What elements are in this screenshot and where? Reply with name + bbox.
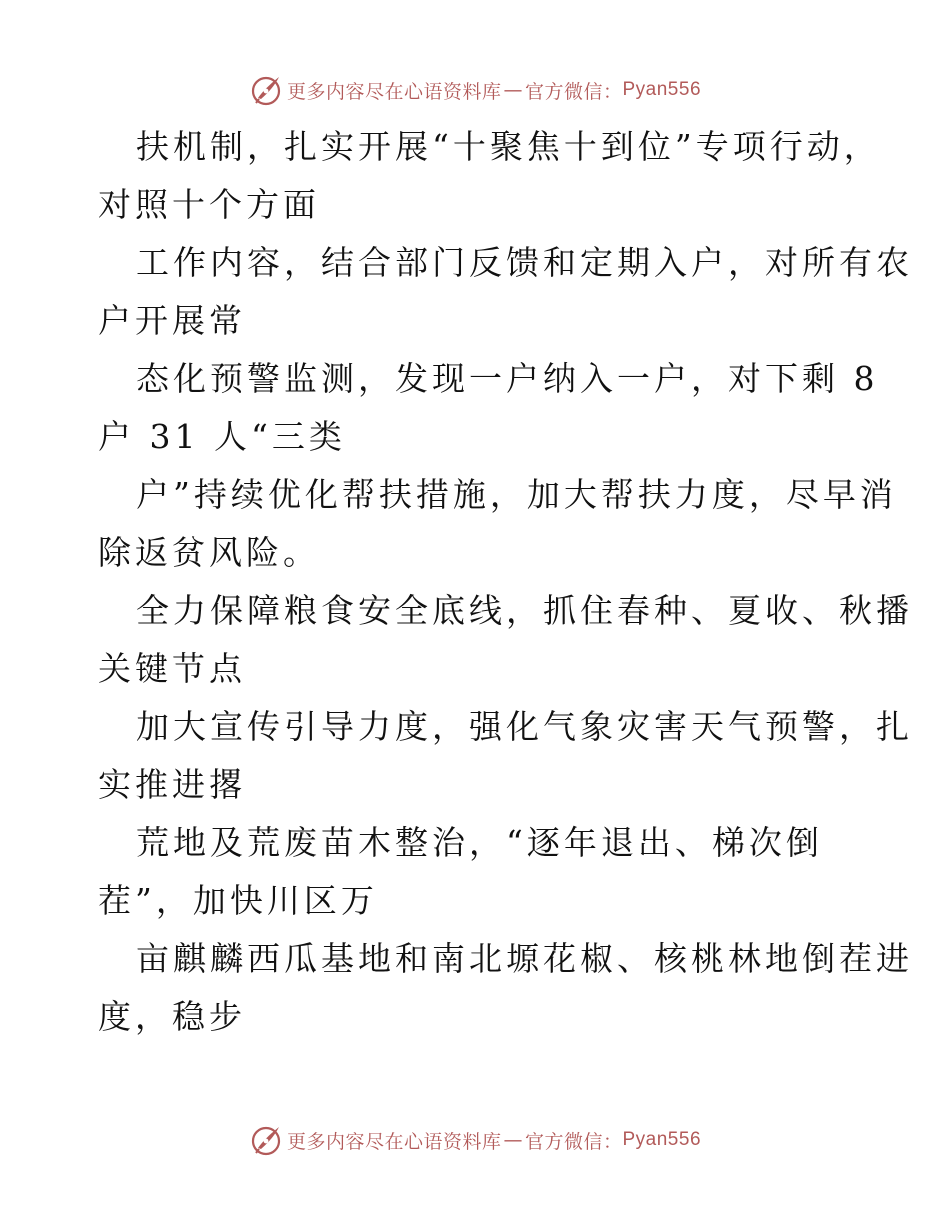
paragraph-line: 实推进撂 [98, 765, 246, 804]
paragraph-line: 度，稳步 [98, 997, 246, 1036]
paragraph-7 [98, 814, 858, 930]
paragraph-line: 工作内容，结合部门反馈和定期入户，对所有农 [136, 243, 913, 282]
contact-label: 官方微信： [524, 1130, 623, 1153]
separator-dash: — [503, 79, 523, 101]
paragraph-line: 户开展常 [98, 301, 246, 340]
paragraph-line: 亩麒麟西瓜基地和南北塬花椒、核桃林地倒茬进 [136, 939, 913, 978]
paragraph-line: 荒地及荒废苗木整治，“逐年退出、梯次倒 [136, 823, 823, 862]
quill-pen-logo-icon [249, 1123, 283, 1157]
paragraph-5 [98, 582, 913, 698]
paragraph-6 [98, 698, 913, 814]
paragraph-line: 对照十个方面 [98, 185, 320, 224]
paragraph-2 [98, 234, 913, 350]
paragraph-line: 茬”，加快川区万 [98, 881, 378, 920]
document-body [98, 118, 913, 1046]
paragraph-8 [98, 930, 913, 1046]
paragraph-line: 除返贫风险。 [98, 533, 320, 572]
site-name-text: 更多内容尽在心语资料库 [286, 80, 502, 103]
contact-account: Pyan556 [622, 1129, 702, 1150]
paragraph-line: 户”持续优化帮扶措施，加大帮扶力度，尽早消 [136, 475, 897, 514]
paragraph-line: 加大宣传引导力度，强化气象灾害天气预警，扎 [136, 707, 913, 746]
paragraph-line: 户 31 人“三类 [98, 417, 346, 456]
paragraph-line: 全力保障粮食安全底线，抓住春种、夏收、秋播 [136, 591, 913, 630]
paragraph-line: 扶机制，扎实开展“十聚焦十到位”专项行动， [136, 127, 881, 166]
site-name-text: 更多内容尽在心语资料库 [286, 1130, 502, 1153]
paragraph-3 [98, 350, 879, 466]
paragraph-line: 关键节点 [98, 649, 246, 688]
quill-pen-logo-icon [249, 73, 283, 107]
paragraph-4 [98, 466, 897, 582]
paragraph-1 [98, 118, 881, 234]
header-banner [0, 72, 950, 108]
contact-account: Pyan556 [622, 79, 702, 100]
contact-label: 官方微信： [524, 80, 623, 103]
separator-dash: — [503, 1129, 523, 1151]
paragraph-line: 态化预警监测，发现一户纳入一户，对下剩 8 [136, 359, 879, 398]
footer-banner [0, 1122, 950, 1158]
